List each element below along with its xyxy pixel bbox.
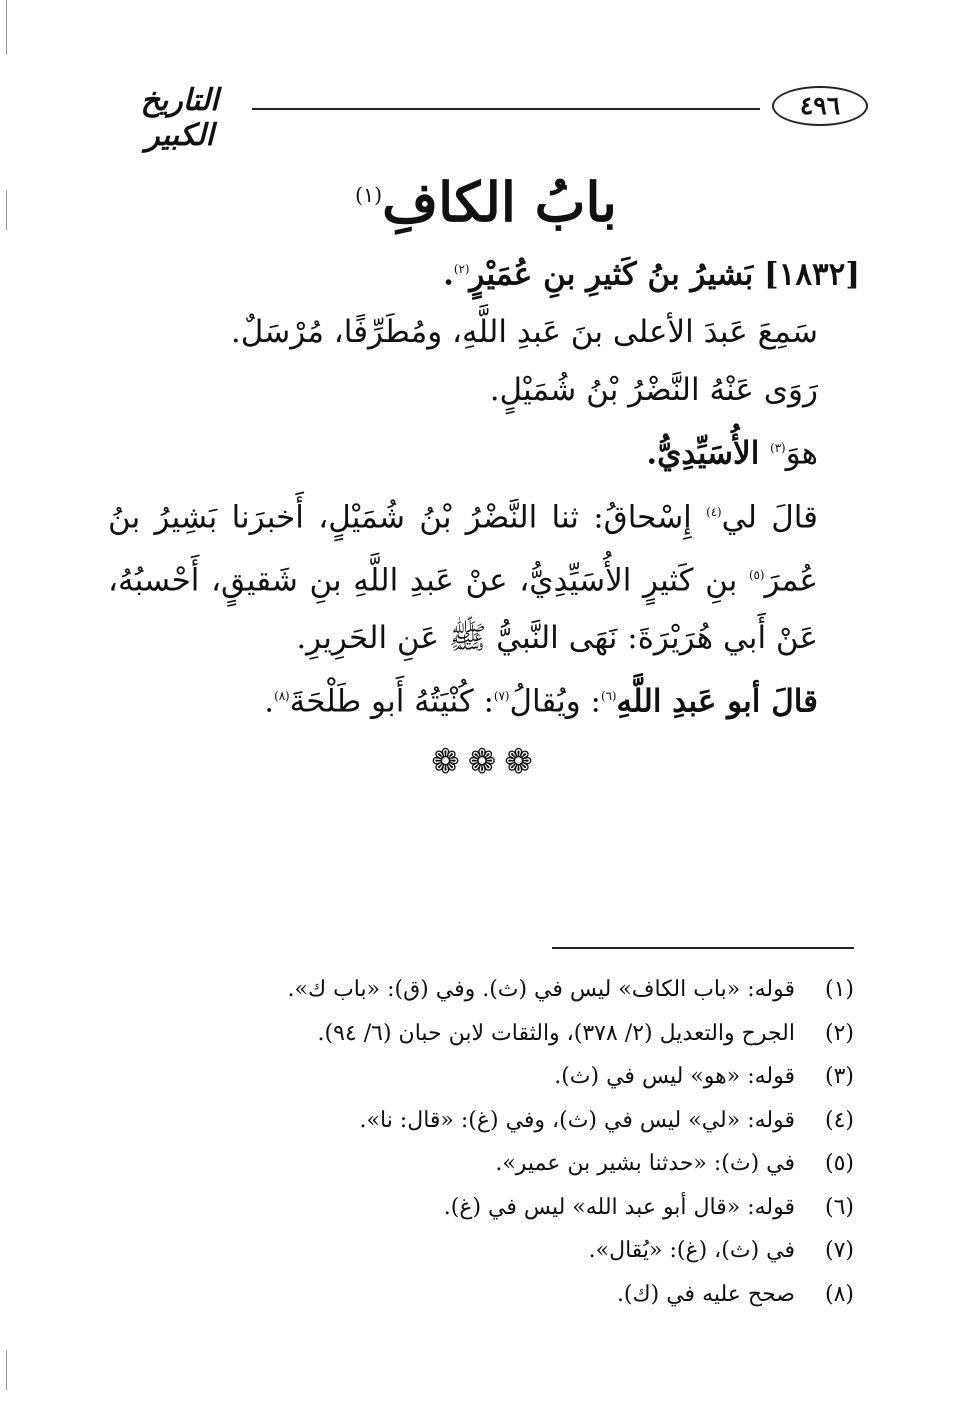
chapter-note-ref: (١) <box>355 183 383 207</box>
footnote <box>114 968 854 1012</box>
footnote <box>114 1273 854 1317</box>
line-last <box>108 667 860 730</box>
line-last-c: : كُنْيَتُهُ أَبو طَلْحَةَ <box>289 683 494 720</box>
footnote <box>114 1055 854 1099</box>
entry-note-ref: (٢) <box>453 262 470 276</box>
footnote <box>114 1099 854 1143</box>
note-ref-5: (٥) <box>748 567 765 582</box>
footnote-number: (٥) <box>824 1151 854 1176</box>
footnote-text: قوله: «لي» ليس في (ث)، وفي (غ): «قال: نا». <box>359 1107 795 1133</box>
margin-mark <box>6 0 7 55</box>
footnote-text: الجرح والتعديل (٢/ ٣٧٨)، والثقات لابن حبان (٦/ ٩٤). <box>317 1020 795 1046</box>
note-ref-7: (٧) <box>493 689 510 704</box>
line-sami: سَمِعَ عَبدَ الأعلى بنَ عَبدِ اللَّهِ، ومُطَرِّفًا، مُرْسَلٌ. <box>230 314 818 351</box>
entry-end: . <box>443 256 454 293</box>
note-ref-8: (٨) <box>274 689 290 704</box>
line-last-a: قالَ أبو عَبدِ اللَّهِ <box>616 683 818 720</box>
line-qala <box>108 483 860 668</box>
line-qala-a: قالَ لي <box>721 498 818 535</box>
footnote-number: (٢) <box>824 1020 854 1046</box>
footnote-text: صحح عليه في (ك). <box>616 1281 795 1307</box>
footnote-number: (٣) <box>824 1064 854 1089</box>
note-ref-6: (٦) <box>600 689 617 704</box>
entry-heading <box>108 240 860 303</box>
note-ref-3: (٣) <box>770 441 786 456</box>
footnote-number: (٧) <box>824 1238 854 1263</box>
footnote-rule <box>552 947 854 949</box>
entry-number: [١٨٣٢] <box>764 256 860 293</box>
footnote-text: في (ث): «حدثنا بشير بن عمير». <box>495 1151 795 1176</box>
margin-mark <box>6 1350 7 1390</box>
page-header <box>112 78 868 153</box>
footnote <box>114 1229 854 1273</box>
footnote-text: في (ث)، (غ): «يُقال». <box>588 1238 795 1263</box>
line-last-end: . <box>264 683 275 720</box>
line-huwa-b: الأُسَيِّدِيُّ. <box>646 435 771 472</box>
footnote-number: (٤) <box>824 1107 854 1133</box>
chapter-heading <box>0 160 972 237</box>
footnote-number: (٨) <box>824 1281 854 1307</box>
footnote <box>114 1186 854 1230</box>
note-ref-4: (٤) <box>706 504 722 519</box>
main-text <box>108 240 860 731</box>
footnote-number: (١) <box>824 977 854 1002</box>
footnote-text: قوله: «باب الكاف» ليس في (ث). وفي (ق): «باب ك». <box>287 977 795 1002</box>
line-huwa <box>108 419 860 482</box>
ornament-divider: ❁❁❁ <box>431 742 541 782</box>
footnotes <box>114 968 854 1316</box>
line-last-b: : ويُقالُ <box>509 683 601 720</box>
footnote <box>114 1012 854 1056</box>
entry-name: بَشيرُ بنُ كَثيرِ بنِ عُمَيْرٍ <box>469 256 754 293</box>
page-number: ٤٩٦ <box>772 86 868 126</box>
footnote-text: قوله: «هو» ليس في (ث). <box>554 1064 795 1089</box>
line-qala-c: بنِ كَثيرٍ الأُسَيِّدِيُّ، عنْ عَبدِ اللَّهِ بنِ شَقيقٍ، أَحْسبُهُ، عَنْ أَبي هُرَيْرَةَ: نَهَى النَّبيُّ ﷺ عَنِ الحَرِيرِ. <box>108 562 818 657</box>
header-rule <box>252 108 760 110</box>
footnote <box>114 1142 854 1186</box>
footnote-text: قوله: «قال أبو عبد الله» ليس في (غ). <box>443 1194 795 1220</box>
chapter-title: بابُ الكافِ <box>382 170 617 234</box>
book-title: التاريخ الكبير <box>140 83 219 153</box>
footnote-number: (٦) <box>824 1194 854 1220</box>
line-huwa-a: هوَ <box>785 435 818 472</box>
line-qala-b: إِسْحاقُ: ثنا النَّضْرُ بْنُ شُمَيْلٍ، أَخبرَنا بَشِيرُ بنُ عُمرَ <box>108 498 818 599</box>
line-rawa: رَوَى عَنْهُ النَّضْرُ بْنُ شُمَيْلٍ. <box>489 372 818 409</box>
